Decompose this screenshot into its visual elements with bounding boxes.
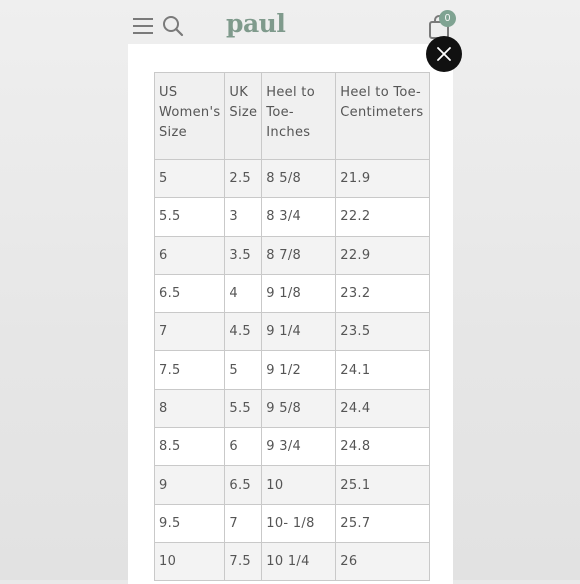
table-cell: 6 bbox=[155, 236, 225, 274]
column-header: UK Size bbox=[225, 73, 262, 160]
table-cell: 26 bbox=[336, 542, 430, 580]
table-row bbox=[155, 198, 430, 236]
table-cell: 8 5/8 bbox=[262, 160, 336, 198]
table-cell: 5.5 bbox=[225, 389, 262, 427]
table-row bbox=[155, 236, 430, 274]
table-row bbox=[155, 542, 430, 580]
table-cell: 8 7/8 bbox=[262, 236, 336, 274]
close-icon bbox=[437, 47, 451, 61]
table-cell: 7 bbox=[225, 504, 262, 542]
table-row bbox=[155, 160, 430, 198]
size-chart-table bbox=[154, 72, 430, 581]
table-row bbox=[155, 504, 430, 542]
table-cell: 6 bbox=[225, 428, 262, 466]
table-cell: 10- 1/8 bbox=[262, 504, 336, 542]
table-cell: 8 3/4 bbox=[262, 198, 336, 236]
table-cell: 25.7 bbox=[336, 504, 430, 542]
table-row bbox=[155, 351, 430, 389]
table-row bbox=[155, 389, 430, 427]
table-cell: 7 bbox=[155, 313, 225, 351]
menu-icon[interactable] bbox=[132, 16, 154, 36]
table-cell: 9 1/8 bbox=[262, 274, 336, 312]
cart-count-badge: 0 bbox=[439, 10, 456, 27]
table-cell: 5 bbox=[155, 160, 225, 198]
table-cell: 9 1/2 bbox=[262, 351, 336, 389]
column-header: Heel to Toe- Inches bbox=[262, 73, 336, 160]
table-cell: 6.5 bbox=[155, 274, 225, 312]
table-cell: 2.5 bbox=[225, 160, 262, 198]
table-cell: 10 1/4 bbox=[262, 542, 336, 580]
close-button[interactable] bbox=[426, 36, 462, 72]
table-cell: 24.1 bbox=[336, 351, 430, 389]
table-cell: 9 bbox=[155, 466, 225, 504]
table-cell: 24.8 bbox=[336, 428, 430, 466]
table-cell: 9.5 bbox=[155, 504, 225, 542]
table-header-row bbox=[155, 73, 430, 160]
table-row bbox=[155, 428, 430, 466]
table-cell: 7.5 bbox=[225, 542, 262, 580]
table-cell: 4 bbox=[225, 274, 262, 312]
table-cell: 3.5 bbox=[225, 236, 262, 274]
search-icon[interactable] bbox=[162, 15, 184, 37]
table-row bbox=[155, 274, 430, 312]
table-cell: 25.1 bbox=[336, 466, 430, 504]
table-cell: 21.9 bbox=[336, 160, 430, 198]
table-cell: 6.5 bbox=[225, 466, 262, 504]
table-cell: 9 3/4 bbox=[262, 428, 336, 466]
table-cell: 8.5 bbox=[155, 428, 225, 466]
table-cell: 23.2 bbox=[336, 274, 430, 312]
table-cell: 4.5 bbox=[225, 313, 262, 351]
table-cell: 23.5 bbox=[336, 313, 430, 351]
table-cell: 5.5 bbox=[155, 198, 225, 236]
table-row bbox=[155, 466, 430, 504]
table-cell: 5 bbox=[225, 351, 262, 389]
table-cell: 22.9 bbox=[336, 236, 430, 274]
table-cell: 10 bbox=[262, 466, 336, 504]
table-cell: 3 bbox=[225, 198, 262, 236]
column-header: Heel to Toe- Centimeters bbox=[336, 73, 430, 160]
table-cell: 9 5/8 bbox=[262, 389, 336, 427]
table-cell: 7.5 bbox=[155, 351, 225, 389]
column-header: US Women's Size bbox=[155, 73, 225, 160]
table-cell: 9 1/4 bbox=[262, 313, 336, 351]
brand-logo[interactable]: paul bbox=[226, 9, 286, 38]
table-cell: 10 bbox=[155, 542, 225, 580]
table-row bbox=[155, 313, 430, 351]
table-cell: 8 bbox=[155, 389, 225, 427]
table-cell: 22.2 bbox=[336, 198, 430, 236]
table-cell: 24.4 bbox=[336, 389, 430, 427]
